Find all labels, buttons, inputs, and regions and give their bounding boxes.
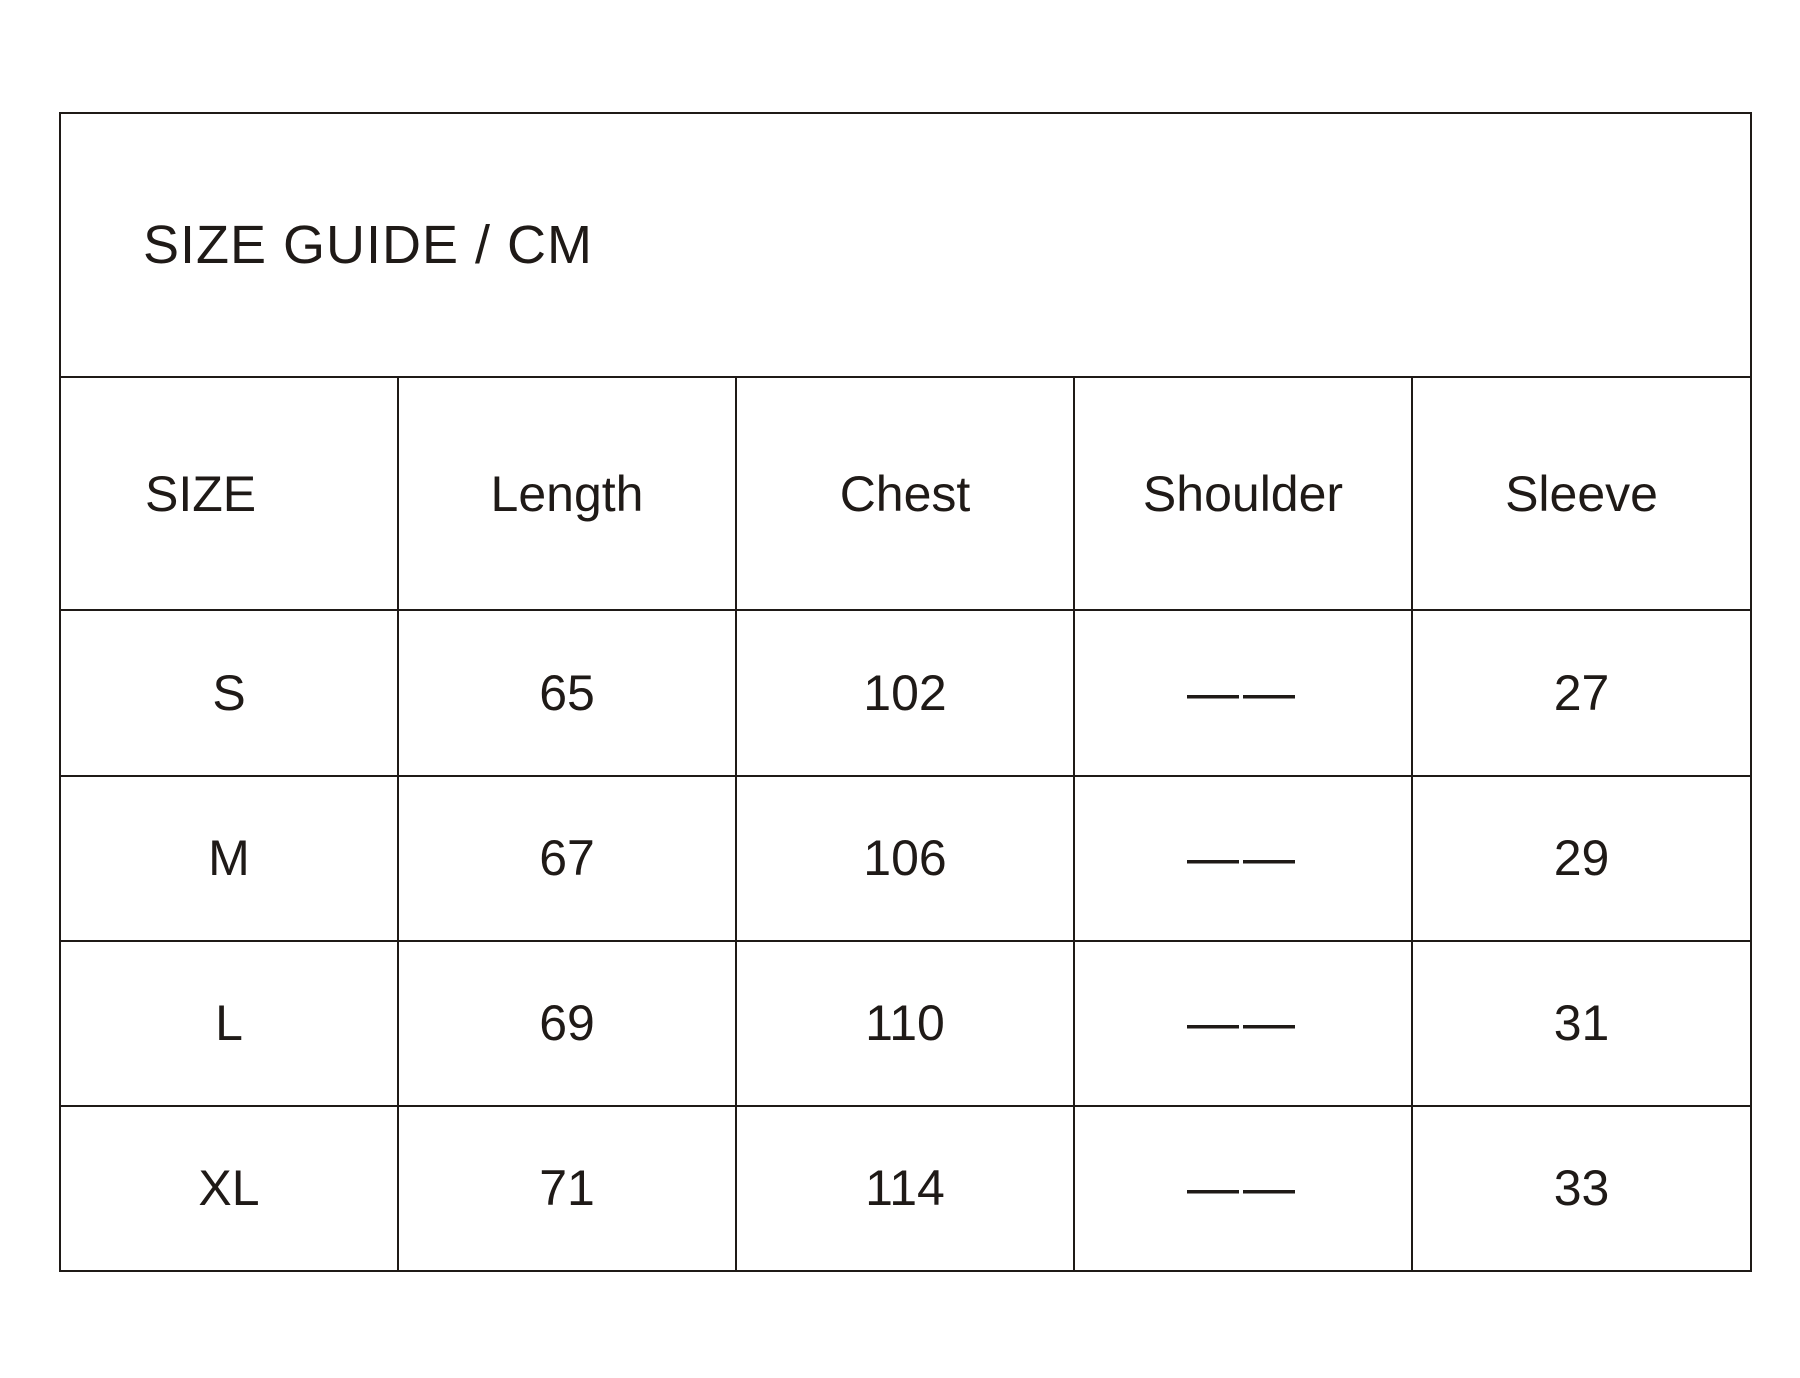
shoulder-value: —— xyxy=(1187,829,1299,888)
sleeve-cell: 33 xyxy=(1412,1106,1751,1271)
shoulder-value: —— xyxy=(1187,1159,1299,1218)
shoulder-cell xyxy=(1074,941,1412,1106)
sleeve-cell: 29 xyxy=(1412,776,1751,941)
length-cell: 69 xyxy=(398,941,736,1106)
table-row xyxy=(60,1106,1751,1271)
chest-cell: 114 xyxy=(736,1106,1074,1271)
column-header-sleeve: Sleeve xyxy=(1412,377,1751,610)
table-row xyxy=(60,941,1751,1106)
size-cell: S xyxy=(60,610,398,775)
sleeve-cell: 27 xyxy=(1412,610,1751,775)
column-header-shoulder: Shoulder xyxy=(1074,377,1412,610)
table-row xyxy=(60,610,1751,775)
shoulder-value: —— xyxy=(1187,663,1299,722)
column-header-length: Length xyxy=(398,377,736,610)
size-guide-table xyxy=(59,112,1752,1272)
column-header-size: SIZE xyxy=(60,377,398,610)
table-title: SIZE GUIDE / CM xyxy=(60,113,1751,377)
sleeve-cell: 31 xyxy=(1412,941,1751,1106)
length-cell: 65 xyxy=(398,610,736,775)
chest-cell: 106 xyxy=(736,776,1074,941)
length-cell: 71 xyxy=(398,1106,736,1271)
size-cell: M xyxy=(60,776,398,941)
title-row xyxy=(60,113,1751,377)
shoulder-cell xyxy=(1074,610,1412,775)
shoulder-cell xyxy=(1074,1106,1412,1271)
size-cell: L xyxy=(60,941,398,1106)
column-header-chest: Chest xyxy=(736,377,1074,610)
length-cell: 67 xyxy=(398,776,736,941)
shoulder-cell xyxy=(1074,776,1412,941)
chest-cell: 110 xyxy=(736,941,1074,1106)
chest-cell: 102 xyxy=(736,610,1074,775)
header-row xyxy=(60,377,1751,610)
size-cell: XL xyxy=(60,1106,398,1271)
shoulder-value: —— xyxy=(1187,994,1299,1053)
table-row xyxy=(60,776,1751,941)
